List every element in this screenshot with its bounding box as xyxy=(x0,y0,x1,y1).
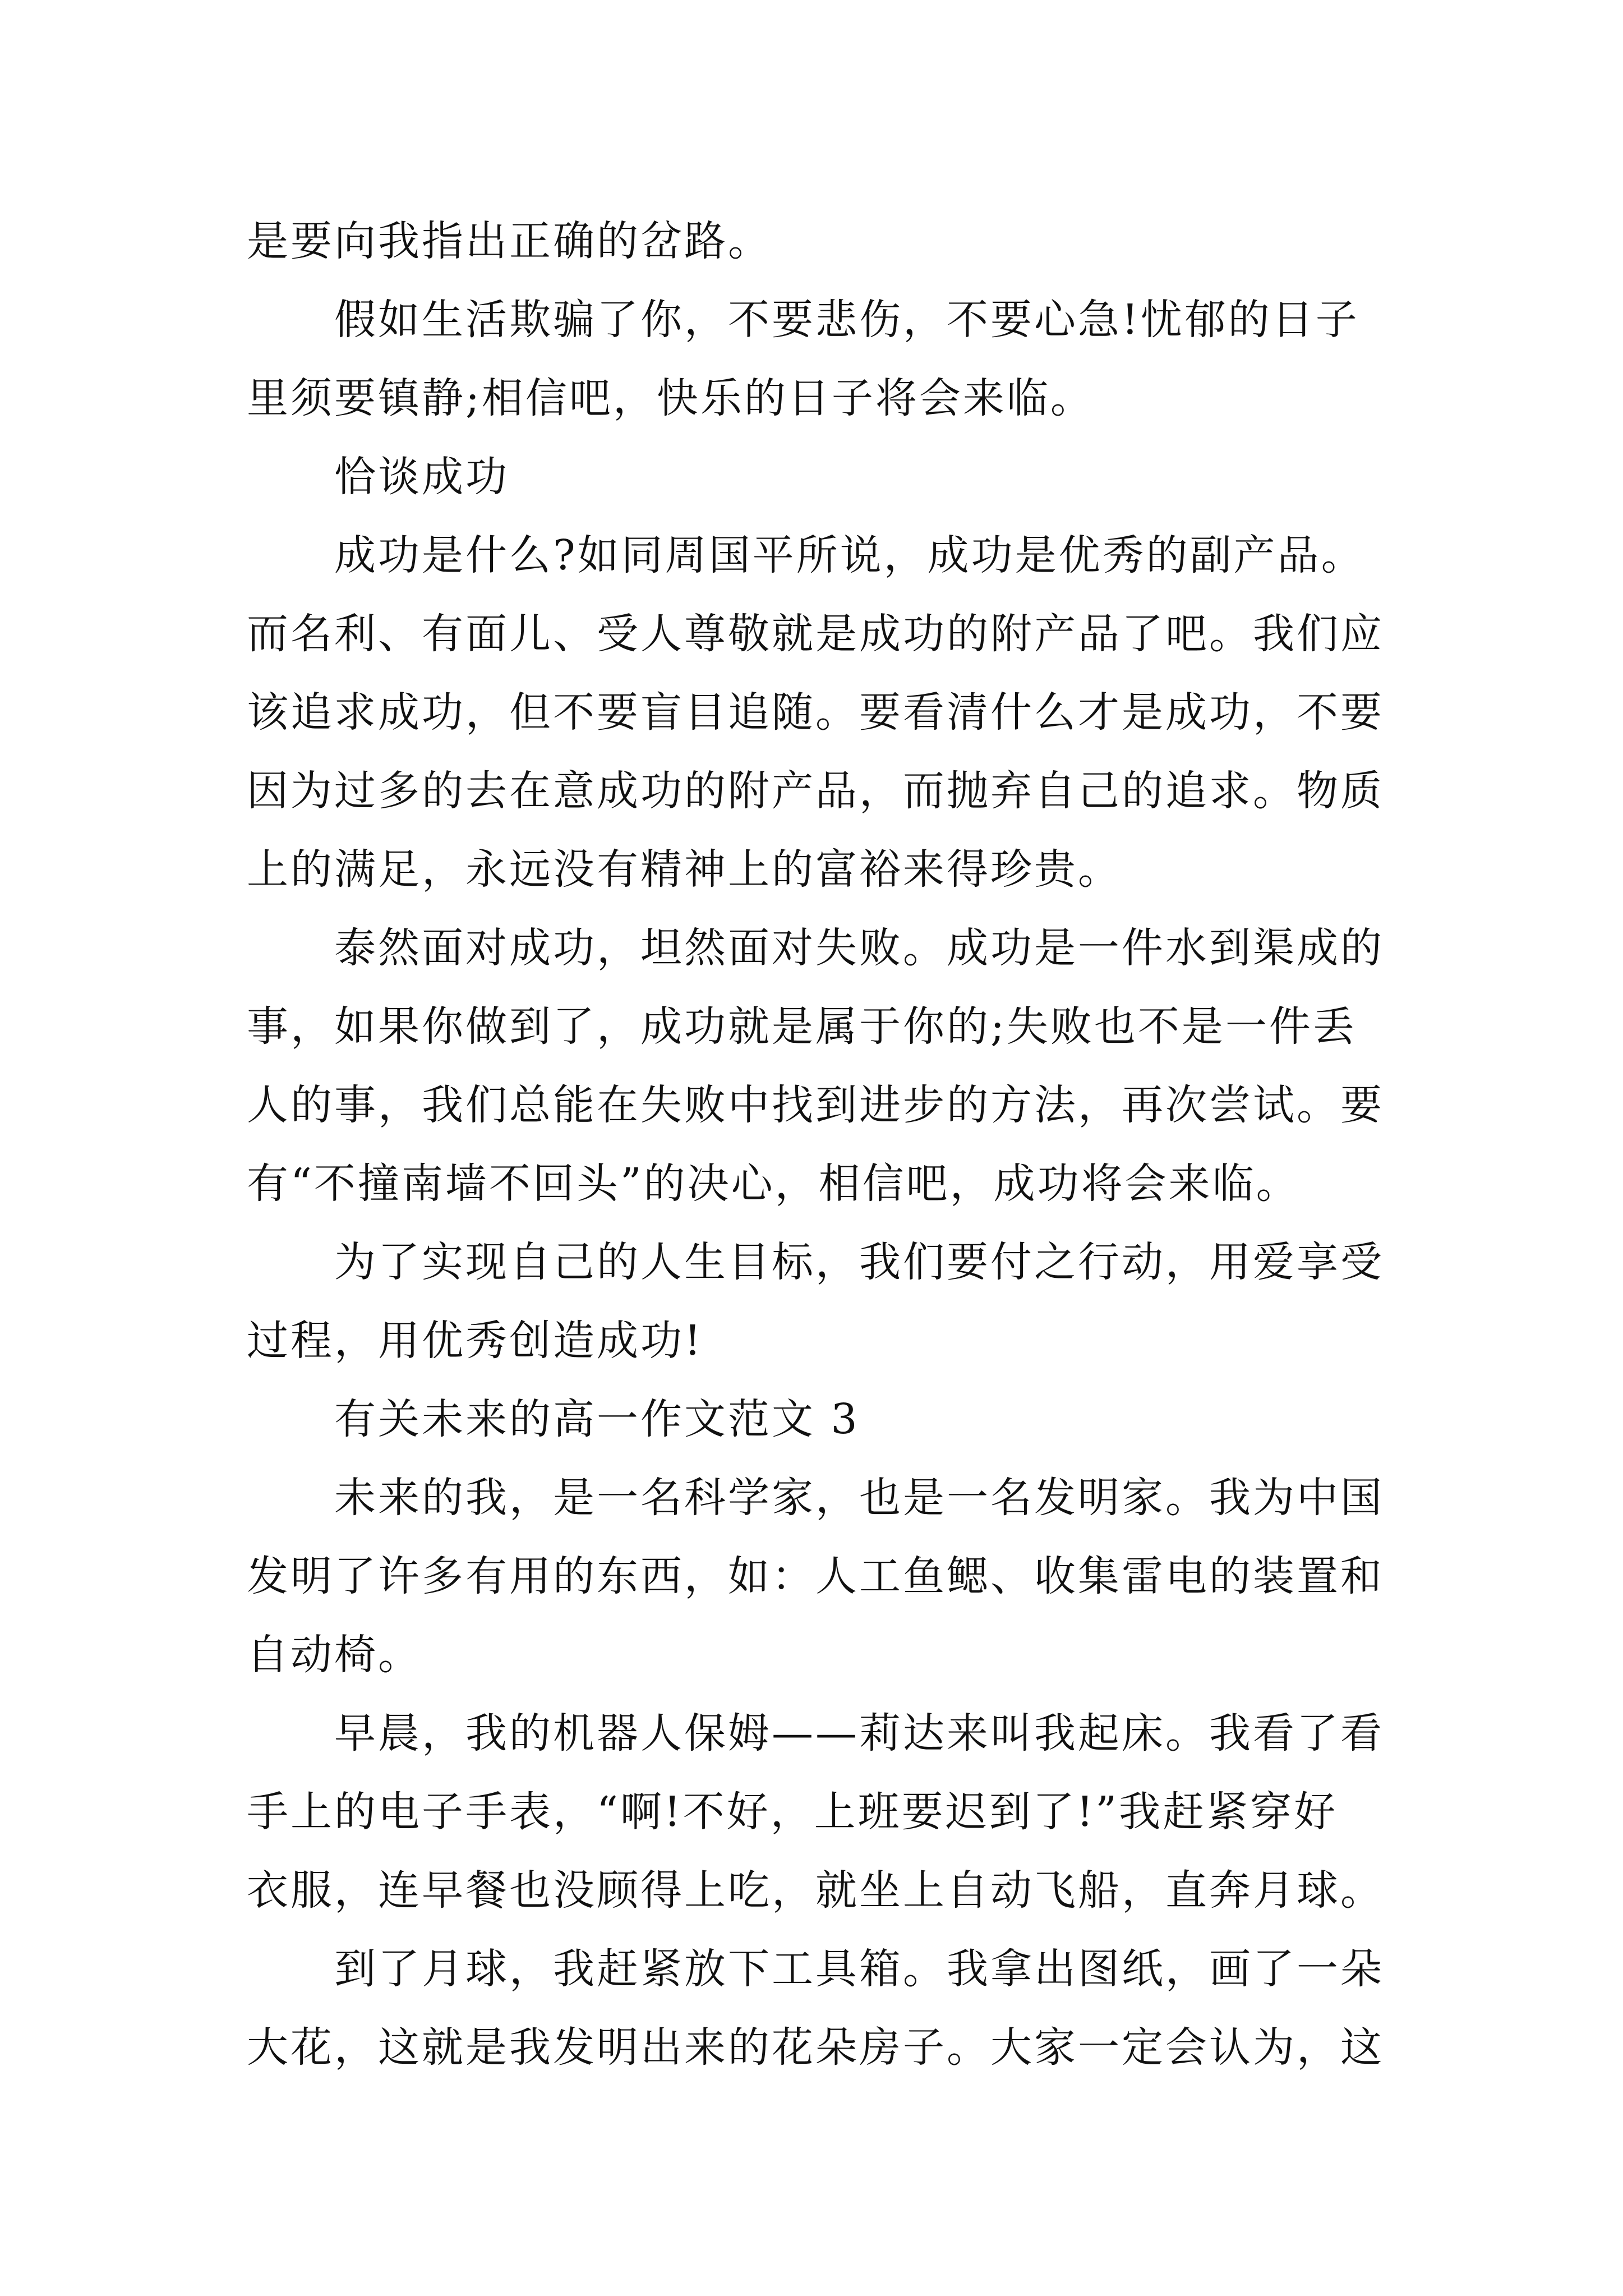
text-line: 手上的电子手表，“啊!不好，上班要迟到了!”我赶紧穿好 xyxy=(247,1788,1338,1836)
text-line: 有“不撞南墙不回头”的决心，相信吧，成功将会来临。 xyxy=(247,1159,1300,1208)
text-line: 自动椅。 xyxy=(247,1631,422,1679)
section-heading: 恰谈成功 xyxy=(334,453,509,501)
text-line: 里须要镇静;相信吧，快乐的日子将会来临。 xyxy=(247,374,1094,422)
text-line: 是要向我指出正确的岔路。 xyxy=(247,217,772,265)
text-line: 假如生活欺骗了你，不要悲伤，不要心急!忧郁的日子 xyxy=(334,296,1359,344)
section-heading: 有关未来的高一作文范文 3 xyxy=(334,1395,860,1443)
text-line: 人的事，我们总能在失败中找到进步的方法，再次尝试。要 xyxy=(247,1081,1384,1129)
text-line: 为了实现自己的人生目标，我们要付之行动，用爱享受 xyxy=(334,1238,1384,1286)
text-line: 成功是什么?如同周国平所说，成功是优秀的副产品。 xyxy=(334,531,1365,579)
text-line: 而名利、有面儿、受人尊敬就是成功的附产品了吧。我们应 xyxy=(247,610,1384,658)
text-line: 因为过多的去在意成功的附产品，而抛弃自己的追求。物质 xyxy=(247,767,1384,815)
text-line: 大花，这就是我发明出来的花朵房子。大家一定会认为，这 xyxy=(247,2023,1384,2072)
text-line: 泰然面对成功，坦然面对失败。成功是一件水到渠成的 xyxy=(334,924,1384,972)
text-line: 事，如果你做到了，成功就是属于你的;失败也不是一件丢 xyxy=(247,1002,1357,1051)
text-line: 发明了许多有用的东西，如：人工鱼鳃、收集雷电的装置和 xyxy=(247,1552,1384,1600)
text-line: 上的满足，永远没有精神上的富裕来得珍贵。 xyxy=(247,845,1122,894)
text-line: 过程，用优秀创造成功! xyxy=(247,1317,703,1365)
text-line: 早晨，我的机器人保姆——莉达来叫我起床。我看了看 xyxy=(334,1709,1384,1757)
text-line: 该追求成功，但不要盲目追随。要看清什么才是成功，不要 xyxy=(247,688,1384,737)
text-line: 衣服，连早餐也没顾得上吃，就坐上自动飞船，直奔月球。 xyxy=(247,1866,1384,1915)
body-text xyxy=(247,202,1396,2087)
text-line: 到了月球，我赶紧放下工具箱。我拿出图纸，画了一朵 xyxy=(334,1945,1384,1993)
text-line: 未来的我，是一名科学家，也是一名发明家。我为中国 xyxy=(334,1474,1384,1522)
